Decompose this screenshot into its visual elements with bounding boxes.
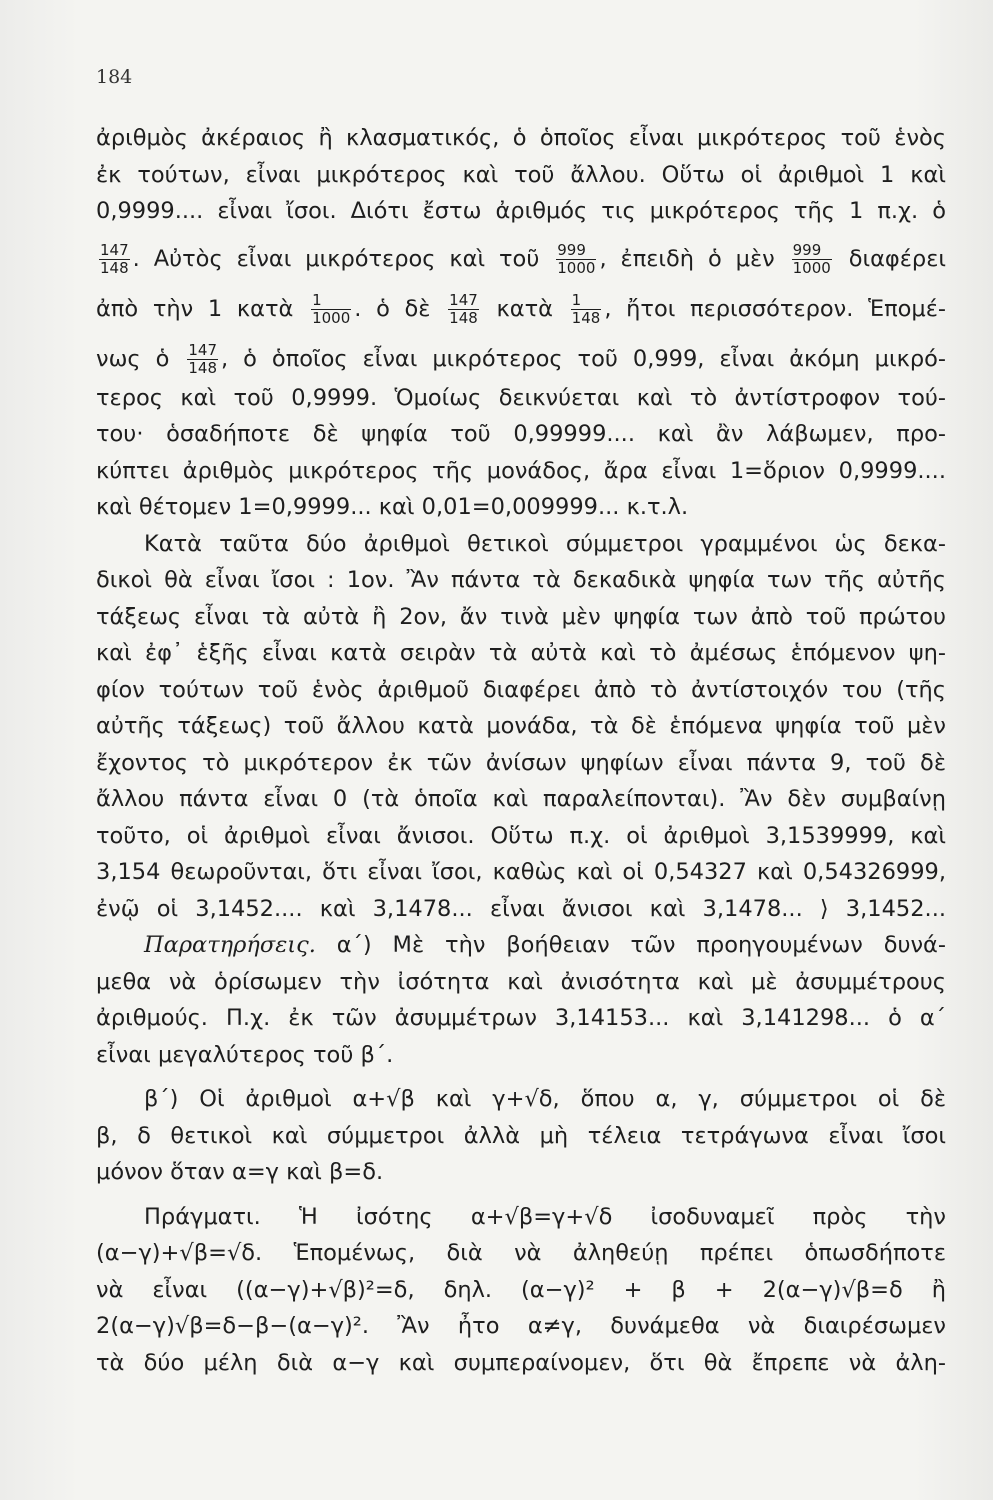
fraction-1-1000: $\frac{1}{1000}$ bbox=[312, 290, 351, 327]
text-line: 3,154 θεωροῦνται, ὅτι εἶναι ἴσοι, καθὼς καὶ οἱ 0,54327 καὶ 0,54326999, bbox=[96, 859, 946, 885]
text-line: καὶ θέτομεν 1=0,9999... καὶ 0,01=0,009999... κ.τ.λ. bbox=[96, 494, 689, 520]
text-fragment: Αὐτὸς εἶναι μικρότερος καὶ τοῦ bbox=[153, 245, 540, 272]
text-line: αὐτῆς τάξεως) τοῦ ἄλλου κατὰ μονάδα, τὰ δὲ ἑπόμενα ψηφία τοῦ μὲν bbox=[96, 713, 946, 739]
text-line: ἐνῷ οἱ 3,1452.... καὶ 3,1478... εἶναι ἄνισοι καὶ 3,1478... ⟩ 3,1452... bbox=[96, 895, 946, 922]
text-fragment: νως ὁ bbox=[96, 345, 170, 372]
text-line-fractions-3: νως ὁ $\frac{147}{148}$ , ὁ ὁποῖος εἶναι μικρότερος τοῦ 0,999, εἶναι ἀκόμη μικρό- bbox=[96, 340, 946, 377]
text-fragment: ὁ δὲ bbox=[376, 295, 431, 322]
text-line: εἶναι μεγαλύτερος τοῦ β΄. bbox=[96, 1041, 394, 1068]
text-line: τοῦτο, οἱ ἀριθμοὶ εἶναι ἄνισοι. Οὕτω π.χ. οἱ ἀριθμοὶ 3,1539999, καὶ bbox=[96, 822, 946, 849]
text-fragment: ὁ ὁποῖος εἶναι μικρότερος τοῦ 0,999, εἶναι ἀκόμη μικρό- bbox=[243, 345, 946, 372]
text-line: νὰ εἶναι ((α−γ)+√β)²=δ, δηλ. (α−γ)² + β + 2(α−γ)√β=δ ἢ bbox=[96, 1276, 946, 1303]
text-line: ἀριθμὸς ἀκέραιος ἢ κλασματικός, ὁ ὁποῖος εἶναι μικρότερος τοῦ ἑνὸς bbox=[96, 125, 946, 151]
remarks-heading: Παρατηρήσεις. bbox=[144, 932, 316, 958]
fraction-147-148-c: $\frac{147}{148}$ bbox=[188, 340, 218, 377]
fraction-147-148-b: $\frac{147}{148}$ bbox=[449, 290, 478, 327]
text-fragment: κατὰ bbox=[496, 295, 553, 322]
text-fragment: ἐπειδὴ ὁ μὲν bbox=[620, 245, 775, 272]
text-line: (α−γ)+√β=√δ. Ἑπομένως, διὰ νὰ ἀληθεύῃ πρέπει ὁπωσδήποτε bbox=[96, 1240, 946, 1266]
text-fragment: α΄) Μὲ τὴν βοήθειαν τῶν προηγουμένων δυνά- bbox=[336, 932, 947, 958]
text-line: τὰ δύο μέλη διὰ α−γ καὶ συμπεραίνομεν, ὅτι θὰ ἔπρεπε νὰ ἀλη- bbox=[96, 1349, 946, 1376]
text-line: 0,9999.... εἶναι ἴσοι. Διότι ἔστω ἀριθμός τις μικρότερος τῆς 1 π.χ. ὁ bbox=[96, 198, 946, 224]
text-fragment: ἀπὸ τὴν 1 κατὰ bbox=[96, 295, 294, 322]
text-line: β΄) Οἱ ἀριθμοὶ α+√β καὶ γ+√δ, ὅπου α, γ, σύμμετροι οἱ δὲ bbox=[144, 1086, 946, 1112]
text-line: Κατὰ ταῦτα δύο ἀριθμοὶ θετικοὶ σύμμετροι γραμμένοι ὡς δεκα- bbox=[144, 530, 946, 557]
text-line: δικοὶ θὰ εἶναι ἴσοι : 1ον. Ἂν πάντα τὰ δεκαδικὰ ψηφία των τῆς αὐτῆς bbox=[96, 567, 946, 593]
text-line: φίον τούτων τοῦ ἑνὸς ἀριθμοῦ διαφέρει ἀπὸ τὸ ἀντίστοιχόν του (τῆς bbox=[96, 676, 946, 703]
fraction-999-1000-b: $\frac{999}{1000}$ bbox=[792, 240, 831, 277]
text-fragment: διαφέρει bbox=[848, 245, 946, 272]
text-line: του· ὁσαδήποτε δὲ ψηφία τοῦ 0,99999.... καὶ ἂν λάβωμεν, προ- bbox=[96, 421, 946, 447]
text-line: μόνον ὅταν α=γ καὶ β=δ. bbox=[96, 1159, 384, 1185]
text-line: κύπτει ἀριθμὸς μικρότερος τῆς μονάδος, ἄρα εἶναι 1=ὅριον 0,9999.... bbox=[96, 457, 946, 484]
text-line: Πράγματι. Ἡ ἰσότης α+√β=γ+√δ ἰσοδυναμεῖ πρὸς τὴν bbox=[144, 1203, 946, 1230]
text-line: ἀριθμούς. Π.χ. ἐκ τῶν ἀσυμμέτρων 3,14153... καὶ 3,141298... ὁ α΄ bbox=[96, 1005, 946, 1031]
page-number: 184 bbox=[96, 66, 133, 88]
body-text bbox=[96, 120, 946, 1381]
text-line: ἔχοντος τὸ μικρότερον ἐκ τῶν ἀνίσων ψηφίων εἶναι πάντα 9, τοῦ δὲ bbox=[96, 749, 946, 776]
fraction-999-1000: $\frac{999}{1000}$ bbox=[557, 240, 596, 277]
text-line-remarks bbox=[96, 927, 946, 964]
fraction-1-148: $\frac{1}{148}$ bbox=[571, 290, 601, 327]
fraction-147-148: $\frac{147}{148}$ bbox=[100, 240, 129, 277]
text-line: ἄλλου πάντα εἶναι 0 (τὰ ὁποῖα καὶ παραλείπονται). Ἂν δὲν συμβαίνῃ bbox=[96, 786, 946, 812]
text-line: τερος καὶ τοῦ 0,9999. Ὁμοίως δεικνύεται καὶ τὸ ἀντίστροφον τού- bbox=[96, 384, 946, 411]
text-line: καὶ ἐφ᾽ ἑξῆς εἶναι κατὰ σειρὰν τὰ αὐτὰ καὶ τὸ ἀμέσως ἑπόμενον ψη- bbox=[96, 640, 946, 666]
text-fragment: ἤτοι περισσότερον. Ἑπομέ- bbox=[626, 295, 946, 322]
text-line: τάξεως εἶναι τὰ αὐτὰ ἢ 2ον, ἄν τινὰ μὲν ψηφία των ἀπὸ τοῦ πρώτου bbox=[96, 603, 946, 630]
text-line: ἐκ τούτων, εἶναι μικρότερος καὶ τοῦ ἄλλου. Οὕτω οἱ ἀριθμοὶ 1 καὶ bbox=[96, 161, 946, 188]
text-line-fractions-1: $\frac{147}{148}$ . Αὐτὸς εἶναι μικρότερος καὶ τοῦ $\frac{999}{1000}$ , ἐπειδὴ ὁ μὲν $\frac{999}{1000}$ διαφέρει bbox=[100, 240, 946, 277]
text-line: μεθα νὰ ὁρίσωμεν τὴν ἰσότητα καὶ ἀνισότητα καὶ μὲ ἀσυμμέτρους bbox=[96, 968, 946, 995]
text-line: β, δ θετικοὶ καὶ σύμμετροι ἀλλὰ μὴ τέλεια τετράγωνα εἶναι ἴσοι bbox=[96, 1122, 946, 1149]
text-line: 2(α−γ)√β=δ−β−(α−γ)². Ἂν ἦτο α≠γ, δυνάμεθα νὰ διαιρέσωμεν bbox=[96, 1313, 946, 1339]
text-line-fractions-2: ἀπὸ τὴν 1 κατὰ $\frac{1}{1000}$ . ὁ δὲ $\frac{147}{148}$ κατὰ $\frac{1}{148}$ , ἤτοι περισσότερον. Ἑπομέ- bbox=[96, 290, 946, 327]
